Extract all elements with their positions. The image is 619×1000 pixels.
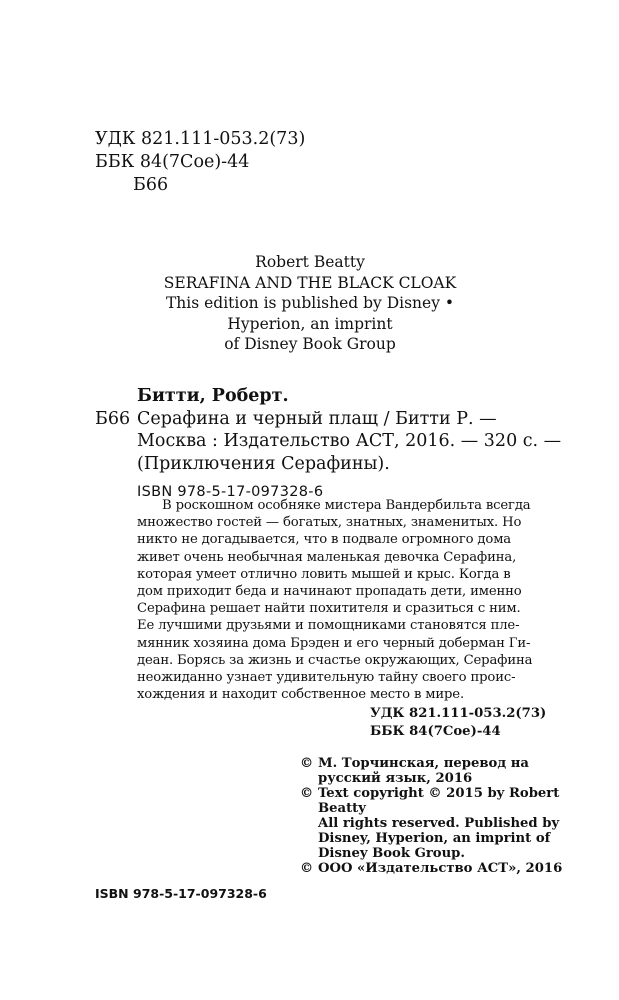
annotation-line: хождения и находит собственное место в мире. bbox=[137, 687, 464, 703]
annotation-line: множество гостей — богатых, знатных, знаменитых. Но bbox=[137, 515, 522, 531]
udk-code-repeat: УДК 821.111-053.2(73) bbox=[370, 706, 547, 721]
copyright-line: Text copyright © 2015 by Robert bbox=[318, 786, 560, 801]
annotation-line: Серафина решает найти похитителя и сразиться с ним. bbox=[137, 601, 521, 617]
copyright-line: All rights reserved. Published by bbox=[318, 816, 560, 831]
annotation-line: которая умеет отлично ловить мышей и крыс. Когда в bbox=[137, 566, 511, 582]
annotation-line: дом приходит беда и начинают пропадать дети, именно bbox=[137, 584, 522, 600]
record-description-line: Москва : Издательство АСТ, 2016. — 320 с. — bbox=[137, 431, 562, 451]
bbk-code: ББК 84(7Сое)-44 bbox=[95, 152, 250, 172]
publisher-line: Hyperion, an imprint bbox=[227, 314, 393, 333]
record-isbn: ISBN 978-5-17-097328-6 bbox=[137, 484, 324, 500]
author-mark: Б66 bbox=[133, 175, 169, 195]
bibliographic-record bbox=[95, 385, 562, 504]
publisher-line: of Disney Book Group bbox=[224, 335, 396, 353]
copyright-item bbox=[300, 786, 560, 861]
copyright-symbol: © bbox=[300, 861, 314, 876]
copyright-line: ООО «Издательство АСТ», 2016 bbox=[318, 861, 563, 876]
copyright-line: русский язык, 2016 bbox=[318, 771, 473, 786]
copyright-item bbox=[300, 861, 563, 876]
annotation-line: Ее лучшими друзьями и помощниками становятся пле- bbox=[137, 618, 520, 634]
classification-block bbox=[95, 128, 305, 197]
copyright-symbol: © bbox=[300, 786, 314, 801]
publisher-line: This edition is published by Disney • bbox=[165, 294, 455, 312]
classification-repeat bbox=[370, 705, 546, 740]
copyright-block bbox=[300, 756, 563, 876]
annotation-line: мянник хозяина дома Брэден и его черный доберман Ги- bbox=[137, 635, 531, 651]
record-description-line: (Приключения Серафины). bbox=[137, 453, 390, 474]
annotation-line: живет очень необычная маленькая девочка Серафина, bbox=[137, 549, 517, 565]
udk-code: УДК 821.111-053.2(73) bbox=[95, 129, 306, 149]
annotation bbox=[137, 497, 557, 703]
annotation-line: неожиданно узнает удивительную тайну своего проис- bbox=[137, 670, 516, 686]
copyright-line: М. Торчинская, перевод на bbox=[318, 756, 529, 771]
record-code: Б66 bbox=[95, 408, 131, 429]
bbk-code-repeat: ББК 84(7Сое)-44 bbox=[370, 723, 501, 739]
copyright-symbol: © bbox=[300, 756, 314, 771]
copyright-item bbox=[300, 756, 550, 786]
original-author: Robert Beatty bbox=[255, 253, 365, 271]
annotation-line: никто не догадывается, что в подвале огромного дома bbox=[137, 532, 512, 548]
copyright-line: Beatty bbox=[318, 801, 366, 816]
copyright-line: Disney Book Group. bbox=[318, 846, 465, 861]
isbn-bottom: ISBN 978-5-17-097328-6 bbox=[95, 886, 267, 901]
record-description-line: Серафина и черный плащ / Битти Р. — bbox=[137, 408, 497, 429]
original-title: SERAFINA AND THE BLACK CLOAK bbox=[163, 273, 457, 292]
annotation-line: деан. Борясь за жизнь и счастье окружающих, Серафина bbox=[137, 652, 533, 668]
annotation-line: В роскошном особняке мистера Вандербильта всегда bbox=[162, 498, 531, 513]
copyright-line: Disney, Hyperion, an imprint of bbox=[318, 831, 551, 846]
original-edition-block bbox=[160, 252, 460, 355]
record-heading: Битти, Роберт. bbox=[137, 386, 289, 406]
